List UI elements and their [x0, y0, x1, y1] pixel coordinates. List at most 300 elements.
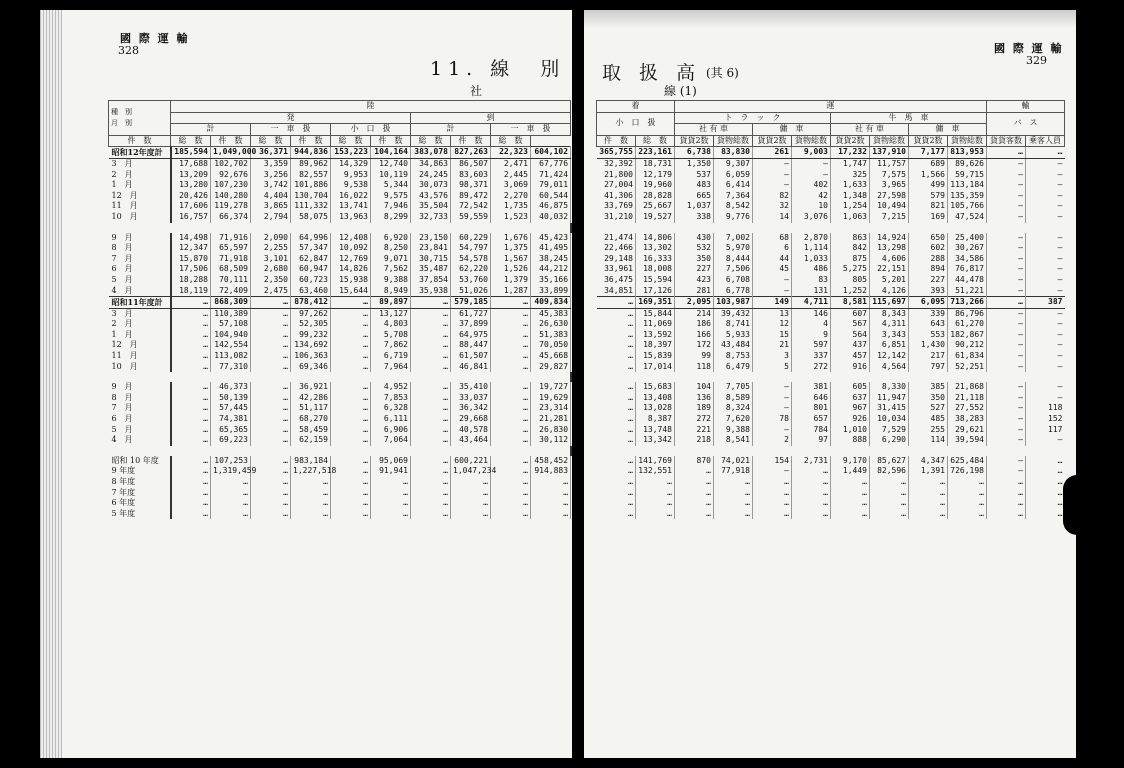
- data-cell: —: [1057, 435, 1063, 445]
- data-cell: 131: [792, 286, 831, 297]
- unit-header: 貨貨2数: [753, 135, 792, 147]
- data-cell: …: [1057, 508, 1063, 518]
- data-cell: 57,347: [291, 243, 331, 254]
- data-cell: 579: [909, 191, 948, 202]
- data-cell: …: [597, 340, 636, 351]
- data-cell: 15: [753, 330, 792, 341]
- data-cell: 8,299: [371, 212, 411, 223]
- data-cell: —: [753, 466, 792, 477]
- data-cell: 51,221: [948, 286, 987, 297]
- data-cell: 1,319,459: [211, 466, 251, 477]
- data-cell: …: [451, 477, 491, 488]
- data-cell: —: [1057, 329, 1063, 339]
- group-header-sub1: 発: [171, 112, 411, 124]
- data-cell: 91,941: [371, 466, 411, 477]
- data-cell: …: [251, 297, 291, 309]
- data-cell: 16,022: [331, 191, 371, 202]
- data-cell: …: [251, 425, 291, 436]
- table-row: [109, 158, 571, 169]
- data-cell: …: [753, 498, 792, 509]
- data-cell: 13,209: [171, 170, 211, 181]
- left-data-table: [108, 100, 572, 519]
- data-cell: 385: [909, 382, 948, 393]
- table-row: [597, 212, 1065, 223]
- data-cell: …: [331, 308, 371, 319]
- data-cell: 888: [831, 435, 870, 446]
- data-cell: 33,769: [597, 201, 636, 212]
- data-cell: 17,232: [831, 147, 870, 159]
- data-cell: 11,069: [636, 319, 675, 330]
- data-cell: …: [251, 488, 291, 499]
- data-cell: 12,408: [331, 233, 371, 244]
- data-cell: 227: [675, 264, 714, 275]
- data-cell: 22,466: [597, 243, 636, 254]
- data-cell: 9,003: [792, 147, 831, 159]
- data-cell: 41,495: [531, 243, 571, 254]
- data-cell: …: [331, 382, 371, 393]
- data-cell: 65,365: [211, 425, 251, 436]
- data-cell: …: [291, 509, 331, 520]
- data-cell: …: [411, 509, 451, 520]
- data-cell: 26,630: [531, 319, 571, 330]
- data-cell: 60,947: [291, 264, 331, 275]
- data-cell: …: [597, 488, 636, 499]
- row-label: 8 月: [109, 393, 171, 404]
- data-cell: …: [251, 382, 291, 393]
- data-cell: 29,621: [948, 425, 987, 436]
- row-label: 2 月: [109, 170, 171, 181]
- data-cell: 13,127: [371, 308, 411, 319]
- spacer-row: [109, 372, 571, 382]
- data-cell: …: [331, 340, 371, 351]
- data-cell: 34,586: [948, 254, 987, 265]
- table-row: [597, 254, 1065, 265]
- data-cell: —: [753, 170, 792, 181]
- data-cell: 7,529: [870, 425, 909, 436]
- data-cell: 1,037: [675, 201, 714, 212]
- data-cell: 272: [792, 362, 831, 373]
- data-cell: …: [491, 456, 531, 467]
- data-cell: 21: [753, 340, 792, 351]
- data-cell: 1,676: [491, 233, 531, 244]
- data-cell: …: [331, 456, 371, 467]
- data-cell: 57,445: [211, 403, 251, 414]
- data-cell: 99: [675, 351, 714, 362]
- row-label: 7 月: [109, 254, 171, 265]
- data-cell: 5: [753, 362, 792, 373]
- data-cell: 878,412: [291, 297, 331, 309]
- data-cell: 103,987: [714, 297, 753, 309]
- row-label: 4 月: [109, 435, 171, 446]
- data-cell: 89,962: [291, 158, 331, 169]
- data-cell: 15,683: [636, 382, 675, 393]
- data-cell: 111,332: [291, 201, 331, 212]
- unit-header: 総 数: [411, 135, 451, 147]
- data-cell: 6,906: [371, 425, 411, 436]
- data-cell: 52,251: [948, 362, 987, 373]
- data-cell: 68,270: [291, 414, 331, 425]
- data-cell: 34,851: [597, 286, 636, 297]
- data-cell: —: [1057, 243, 1063, 253]
- data-cell: …: [1057, 466, 1063, 476]
- data-cell: 875: [831, 254, 870, 265]
- data-cell: …: [987, 477, 1026, 488]
- data-cell: 146: [792, 308, 831, 319]
- data-cell: —: [753, 286, 792, 297]
- table-row: [597, 456, 1065, 467]
- data-cell: 74,381: [211, 414, 251, 425]
- data-cell: …: [291, 498, 331, 509]
- data-cell: …: [491, 319, 531, 330]
- data-cell: 35,504: [411, 201, 451, 212]
- data-cell: …: [597, 330, 636, 341]
- table-row: [597, 147, 1065, 159]
- data-cell: 35,938: [411, 286, 451, 297]
- data-cell: 62,847: [291, 254, 331, 265]
- data-cell: —: [987, 425, 1026, 436]
- data-cell: 2,095: [675, 297, 714, 309]
- data-cell: 22,151: [870, 264, 909, 275]
- data-cell: 61,834: [948, 351, 987, 362]
- data-cell: …: [948, 488, 987, 499]
- data-cell: …: [531, 488, 571, 499]
- data-cell: …: [597, 362, 636, 373]
- data-cell: …: [792, 509, 831, 520]
- data-cell: …: [597, 393, 636, 404]
- data-cell: 7,506: [714, 264, 753, 275]
- data-cell: …: [597, 466, 636, 477]
- data-cell: 64,975: [451, 330, 491, 341]
- row-label: 3 月: [109, 308, 171, 319]
- data-cell: 54,797: [451, 243, 491, 254]
- data-cell: 7,562: [371, 264, 411, 275]
- data-cell: 3,865: [251, 201, 291, 212]
- unit-header: 乗客人員: [1026, 135, 1065, 147]
- data-cell: 60,544: [531, 191, 571, 202]
- data-cell: 1,633: [831, 180, 870, 191]
- data-cell: —: [1057, 351, 1063, 361]
- data-cell: …: [597, 403, 636, 414]
- title-note: (其 6): [706, 66, 739, 80]
- data-cell: 916: [831, 362, 870, 373]
- data-cell: 104,164: [371, 147, 411, 159]
- data-cell: 604,102: [531, 147, 571, 159]
- data-cell: 83: [792, 275, 831, 286]
- data-cell: 172: [675, 340, 714, 351]
- data-cell: 92,676: [211, 170, 251, 181]
- data-cell: 602: [909, 243, 948, 254]
- data-cell: 6: [753, 243, 792, 254]
- row-label: 5 年度: [109, 509, 171, 520]
- data-cell: …: [251, 477, 291, 488]
- data-cell: 1,526: [491, 264, 531, 275]
- table-row: [109, 212, 571, 223]
- row-label: 5 月: [109, 275, 171, 286]
- data-cell: —: [987, 319, 1026, 330]
- data-cell: 62,159: [291, 435, 331, 446]
- data-cell: 6,851: [870, 340, 909, 351]
- table-row: [597, 340, 1065, 351]
- data-cell: …: [1057, 487, 1063, 497]
- data-cell: —: [1057, 382, 1063, 392]
- data-cell: 69,346: [291, 362, 331, 373]
- group-header: 計: [411, 124, 491, 136]
- data-cell: 79,011: [531, 180, 571, 191]
- table-row: [109, 509, 571, 520]
- data-cell: 7,002: [714, 233, 753, 244]
- data-cell: 149: [753, 297, 792, 309]
- data-cell: 8,330: [870, 382, 909, 393]
- page-number: 328: [118, 44, 139, 57]
- data-cell: …: [171, 393, 211, 404]
- table-row: [597, 297, 1065, 309]
- data-cell: —: [1057, 308, 1063, 318]
- row-label: 12 月: [109, 191, 171, 202]
- data-cell: 43,576: [411, 191, 451, 202]
- data-cell: …: [909, 477, 948, 488]
- data-cell: 43,484: [714, 340, 753, 351]
- data-cell: 261: [753, 147, 792, 159]
- data-cell: …: [491, 435, 531, 446]
- data-cell: 863: [831, 233, 870, 244]
- data-cell: 107,253: [211, 456, 251, 467]
- data-cell: 57,108: [211, 319, 251, 330]
- data-cell: …: [171, 498, 211, 509]
- data-cell: 813,953: [948, 147, 987, 159]
- data-cell: —: [753, 180, 792, 191]
- data-cell: 6,479: [714, 362, 753, 373]
- data-cell: —: [1057, 169, 1063, 179]
- data-cell: 15,844: [636, 308, 675, 319]
- data-cell: …: [1057, 455, 1063, 465]
- data-cell: 1,379: [491, 275, 531, 286]
- left-page: [40, 10, 572, 758]
- table-row: [109, 180, 571, 191]
- data-cell: 7,853: [371, 393, 411, 404]
- data-cell: …: [211, 498, 251, 509]
- data-cell: …: [331, 393, 371, 404]
- data-cell: …: [331, 330, 371, 341]
- data-cell: 27,004: [597, 180, 636, 191]
- data-cell: …: [331, 297, 371, 309]
- table-title: 取 扱 高: [602, 62, 702, 84]
- data-cell: 214: [675, 308, 714, 319]
- data-cell: —: [1057, 180, 1063, 190]
- data-cell: —: [1057, 264, 1063, 274]
- data-cell: 152: [1048, 414, 1063, 424]
- data-cell: 567: [831, 319, 870, 330]
- data-cell: —: [753, 158, 792, 169]
- data-cell: …: [211, 477, 251, 488]
- data-cell: 12,142: [870, 351, 909, 362]
- data-cell: 89,897: [371, 297, 411, 309]
- data-cell: 107,230: [211, 180, 251, 191]
- data-cell: 485: [909, 414, 948, 425]
- data-cell: —: [987, 466, 1026, 477]
- data-cell: 14,329: [331, 158, 371, 169]
- unit-header: 総 数: [636, 135, 675, 147]
- data-cell: …: [411, 362, 451, 373]
- row-label: 昭和11年度計: [109, 297, 171, 309]
- data-cell: —: [987, 254, 1026, 265]
- data-cell: 894: [909, 264, 948, 275]
- data-cell: 24,245: [411, 170, 451, 181]
- table-row: [109, 351, 571, 362]
- data-cell: …: [870, 509, 909, 520]
- data-cell: 458,452: [531, 456, 571, 467]
- data-cell: …: [753, 477, 792, 488]
- table-row: [109, 191, 571, 202]
- data-cell: 38,283: [948, 414, 987, 425]
- data-cell: 3,256: [251, 170, 291, 181]
- data-cell: 153,223: [331, 147, 371, 159]
- table-row: [597, 180, 1065, 191]
- data-cell: 483: [675, 180, 714, 191]
- header-truck: ト ラ ッ ク: [675, 112, 831, 124]
- data-cell: 58,459: [291, 425, 331, 436]
- data-cell: 7,177: [909, 147, 948, 159]
- data-cell: 77,918: [714, 466, 753, 477]
- data-cell: 3: [753, 351, 792, 362]
- data-cell: 136: [675, 393, 714, 404]
- row-label: 1 月: [109, 180, 171, 191]
- data-cell: 10,092: [331, 243, 371, 254]
- data-cell: …: [675, 509, 714, 520]
- data-cell: 83,830: [714, 147, 753, 159]
- table-row: [597, 201, 1065, 212]
- data-cell: 19,727: [531, 382, 571, 393]
- data-cell: 1,254: [831, 201, 870, 212]
- data-cell: 10,034: [870, 414, 909, 425]
- data-cell: 82,596: [870, 466, 909, 477]
- data-cell: —: [987, 414, 1026, 425]
- data-cell: 5,970: [714, 243, 753, 254]
- data-cell: 665: [675, 191, 714, 202]
- data-cell: 827,263: [451, 147, 491, 159]
- data-cell: —: [1057, 285, 1063, 295]
- data-cell: —: [1057, 361, 1063, 371]
- data-cell: 7,705: [714, 382, 753, 393]
- data-cell: 39,432: [714, 308, 753, 319]
- data-cell: 35,410: [451, 382, 491, 393]
- data-cell: …: [411, 477, 451, 488]
- data-cell: 457: [831, 351, 870, 362]
- table-row: [109, 170, 571, 181]
- data-cell: 1,063: [831, 212, 870, 223]
- data-cell: 350: [675, 254, 714, 265]
- data-cell: …: [411, 498, 451, 509]
- data-cell: —: [987, 243, 1026, 254]
- page-edge: [40, 10, 62, 758]
- data-cell: 926: [831, 414, 870, 425]
- data-cell: 387: [1026, 297, 1065, 309]
- data-cell: …: [171, 330, 211, 341]
- data-cell: …: [211, 509, 251, 520]
- data-cell: …: [987, 147, 1026, 159]
- data-cell: 4,952: [371, 382, 411, 393]
- unit-header: 総 数: [171, 135, 211, 147]
- data-cell: 597: [792, 340, 831, 351]
- data-cell: …: [251, 403, 291, 414]
- data-cell: 625,484: [948, 456, 987, 467]
- data-cell: 8,324: [714, 403, 753, 414]
- data-cell: 17,506: [171, 264, 211, 275]
- data-cell: …: [491, 488, 531, 499]
- data-cell: 553: [909, 330, 948, 341]
- data-cell: 14,924: [870, 233, 909, 244]
- data-cell: 70,050: [531, 340, 571, 351]
- data-cell: 9,170: [831, 456, 870, 467]
- row-label: 8 月: [109, 243, 171, 254]
- data-cell: …: [171, 466, 211, 477]
- data-cell: …: [411, 382, 451, 393]
- table-row: [109, 477, 571, 488]
- data-cell: 23,314: [531, 403, 571, 414]
- data-cell: —: [1057, 232, 1063, 242]
- data-cell: …: [171, 435, 211, 446]
- header-small-lot: 小 口 扱: [597, 112, 675, 135]
- data-cell: 89,626: [948, 158, 987, 169]
- data-cell: 36,921: [291, 382, 331, 393]
- data-cell: …: [171, 340, 211, 351]
- row-label: 7 月: [109, 403, 171, 414]
- data-cell: 18,731: [636, 158, 675, 169]
- spacer-row: [597, 223, 1065, 233]
- data-cell: …: [411, 393, 451, 404]
- data-cell: 33,899: [531, 286, 571, 297]
- corner-header: [109, 101, 171, 136]
- data-cell: 381: [792, 382, 831, 393]
- data-cell: 18,288: [171, 275, 211, 286]
- data-cell: 600,221: [451, 456, 491, 467]
- data-cell: …: [451, 509, 491, 520]
- data-cell: —: [792, 170, 831, 181]
- data-cell: 62,220: [451, 264, 491, 275]
- data-cell: …: [371, 509, 411, 520]
- table-row: [597, 233, 1065, 244]
- unit-header: 件 数: [371, 135, 411, 147]
- unit-header: 貨貨客数: [987, 135, 1026, 147]
- data-cell: 113,184: [948, 180, 987, 191]
- data-cell: …: [831, 477, 870, 488]
- data-cell: 430: [675, 233, 714, 244]
- row-label: 9 月: [109, 382, 171, 393]
- data-cell: 21,474: [597, 233, 636, 244]
- data-cell: …: [331, 362, 371, 373]
- data-cell: 166: [675, 330, 714, 341]
- data-cell: 6,738: [675, 147, 714, 159]
- data-cell: …: [331, 414, 371, 425]
- data-cell: …: [491, 340, 531, 351]
- data-cell: 221: [675, 425, 714, 436]
- data-cell: …: [371, 498, 411, 509]
- header-hired-2: 傭 車: [909, 124, 987, 136]
- data-cell: 106,363: [291, 351, 331, 362]
- group-header: 小 口 扱: [331, 124, 411, 136]
- table-row: [109, 286, 571, 297]
- data-cell: 1,227,518: [291, 466, 331, 477]
- data-cell: 2,350: [251, 275, 291, 286]
- data-cell: 1,047,234: [451, 466, 491, 477]
- page-top-edge: [584, 10, 1076, 28]
- data-cell: 281: [675, 286, 714, 297]
- data-cell: 115,697: [870, 297, 909, 309]
- data-cell: 255: [909, 425, 948, 436]
- row-label: 2 月: [109, 319, 171, 330]
- data-cell: 9,776: [714, 212, 753, 223]
- data-cell: —: [753, 393, 792, 404]
- data-cell: …: [714, 488, 753, 499]
